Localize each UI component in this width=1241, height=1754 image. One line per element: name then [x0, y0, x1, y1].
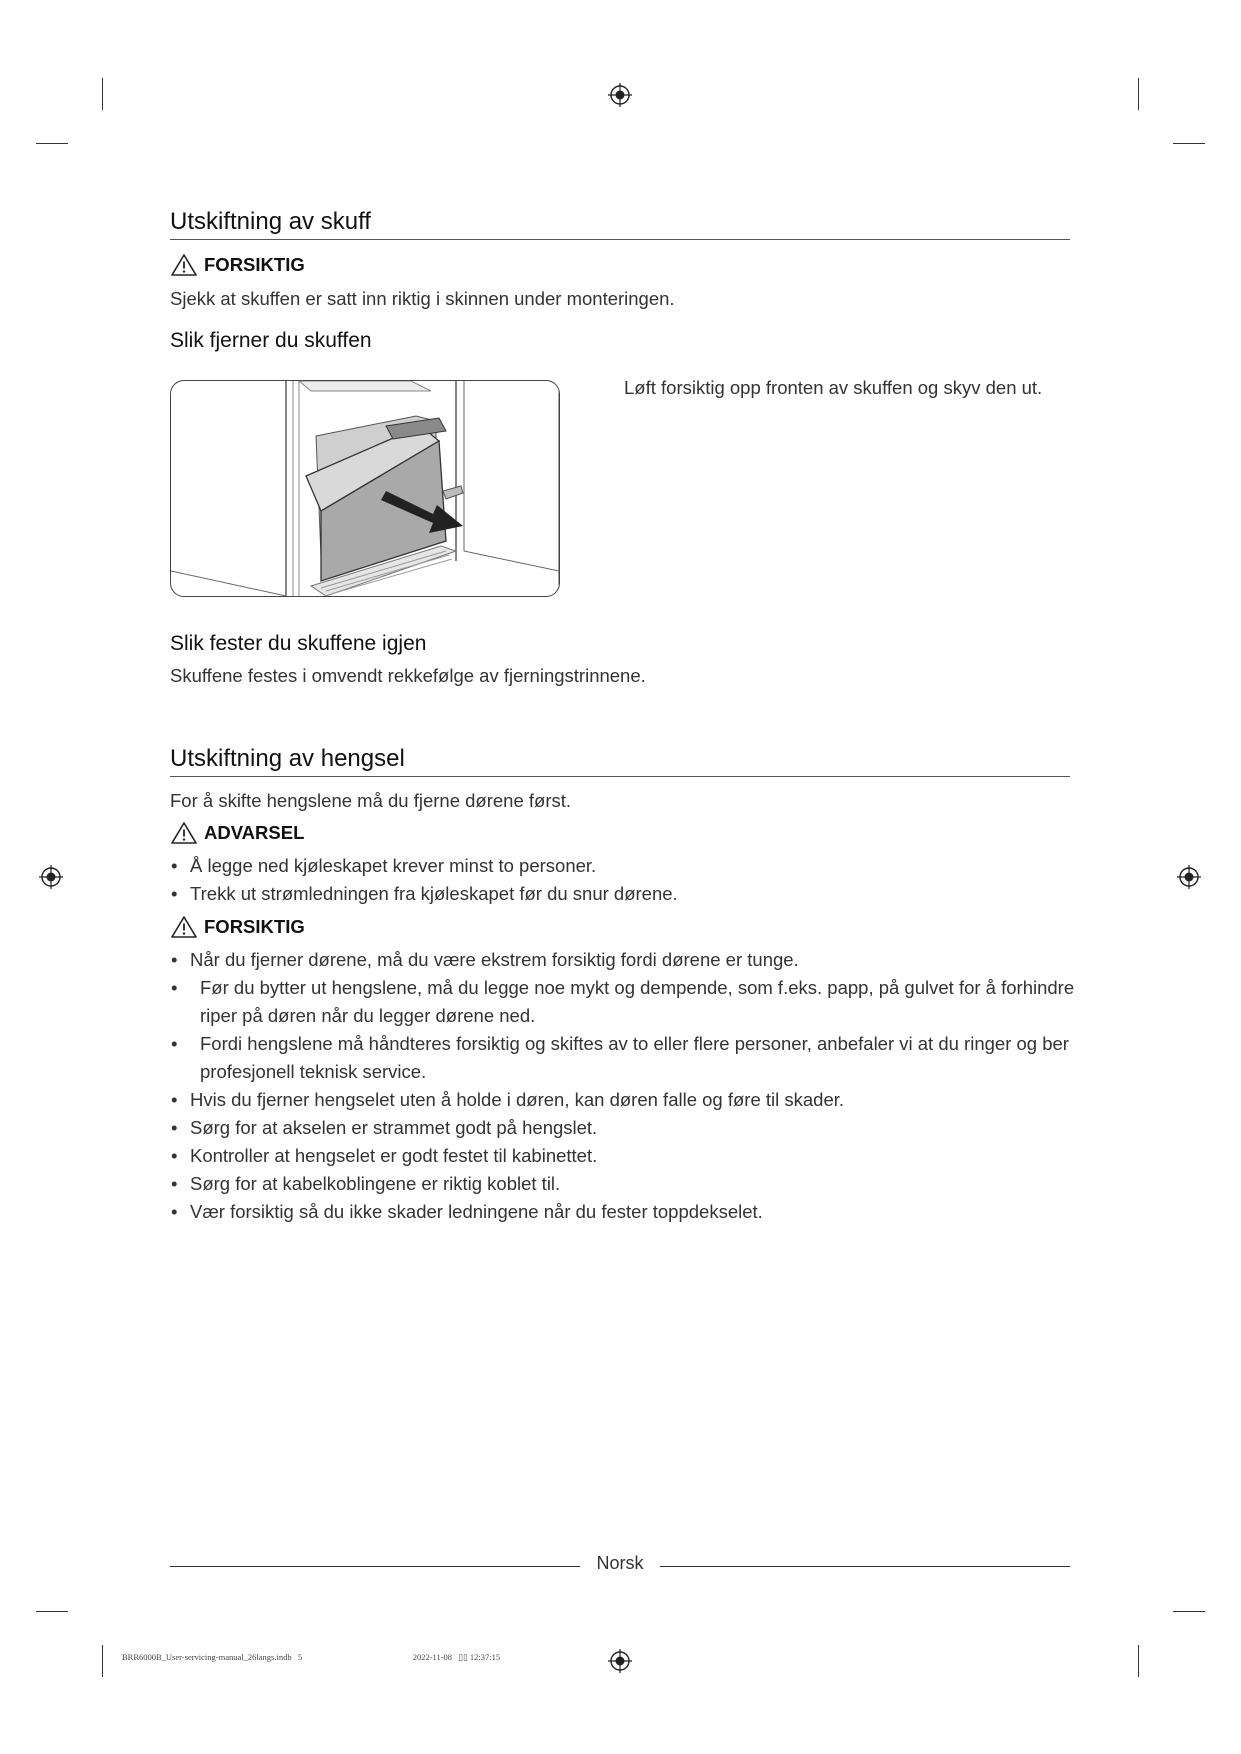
caution-notice [170, 915, 305, 939]
warning-list [170, 852, 1075, 908]
list-item: • Trekk ut strømledningen fra kjøleskapet før du snur dørene. [170, 880, 1075, 908]
registration-mark-icon [38, 864, 64, 890]
list-item: • Når du fjerner dørene, må du være ekstrem forsiktig fordi dørene er tunge. [170, 946, 1075, 974]
registration-mark-icon [607, 1648, 633, 1674]
section-rule [170, 239, 1070, 240]
registration-mark-icon [1176, 864, 1202, 890]
registration-mark-icon [607, 82, 633, 108]
remove-drawer-text: Løft forsiktig opp fronten av skuffen og skyv den ut. [624, 377, 1043, 398]
warning-triangle-icon [170, 253, 198, 277]
warning-label: ADVARSEL [204, 822, 305, 843]
list-item: • Sørg for at kabelkoblingene er riktig koblet til. [170, 1170, 1075, 1198]
hinge-intro: For å skifte hengslene må du fjerne dørene først. [170, 790, 572, 811]
section-title-hinge: Utskiftning av hengsel [170, 745, 405, 772]
caution-notice [170, 253, 305, 277]
crop-mark [102, 1645, 103, 1677]
footer-rule [660, 1566, 1070, 1567]
crop-mark [1173, 143, 1205, 144]
crop-mark [1138, 78, 1139, 110]
list-item: • Sørg for at akselen er strammet godt på hengslet. [170, 1114, 1075, 1142]
drawer-illustration-svg [171, 381, 559, 596]
list-item: • Fordi hengslene må håndteres forsiktig og skiftes av to eller flere personer, anbefaler vi at du ringer og ber profesjonell teknisk service. [170, 1030, 1075, 1086]
list-item: • Kontroller at hengselet er godt festet til kabinettet. [170, 1142, 1075, 1170]
crop-mark [36, 1611, 68, 1612]
caution-text: Sjekk at skuffen er satt inn riktig i skinnen under monteringen. [170, 288, 675, 309]
warning-triangle-icon [170, 821, 198, 845]
crop-mark [1173, 1611, 1205, 1612]
drawer-removal-illustration [170, 380, 560, 597]
crop-mark [1138, 1645, 1139, 1677]
crop-mark [36, 143, 68, 144]
warning-triangle-icon [170, 915, 198, 939]
caution-label: FORSIKTIG [204, 254, 305, 275]
section-title-drawer: Utskiftning av skuff [170, 208, 371, 235]
list-item: • Hvis du fjerner hengselet uten å holde i døren, kan døren falle og føre til skader. [170, 1086, 1075, 1114]
list-item: • Å legge ned kjøleskapet krever minst to personer. [170, 852, 1075, 880]
list-item: • Vær forsiktig så du ikke skader ledningene når du fester toppdekselet. [170, 1198, 1075, 1226]
footer-rule [170, 1566, 580, 1567]
footer-language: Norsk [596, 1553, 644, 1573]
caution-list [170, 946, 1075, 1226]
refit-drawer-title: Slik fester du skuffene igjen [170, 632, 427, 655]
section-rule [170, 776, 1070, 777]
caution-label: FORSIKTIG [204, 916, 305, 937]
print-slug: BRR6000B_User-servicing-manual_26langs.indb 5 2022-11-08 ▯▯ 12:37:15 [122, 1652, 501, 1662]
crop-mark [102, 78, 103, 110]
refit-drawer-text: Skuffene festes i omvendt rekkefølge av fjerningstrinnene. [170, 665, 646, 686]
list-item: • Før du bytter ut hengslene, må du legge noe mykt og dempende, som f.eks. papp, på gulvet for å forhindre riper på døren når du legger dørene ned. [170, 974, 1075, 1030]
warning-notice [170, 821, 304, 845]
remove-drawer-title: Slik fjerner du skuffen [170, 329, 372, 352]
